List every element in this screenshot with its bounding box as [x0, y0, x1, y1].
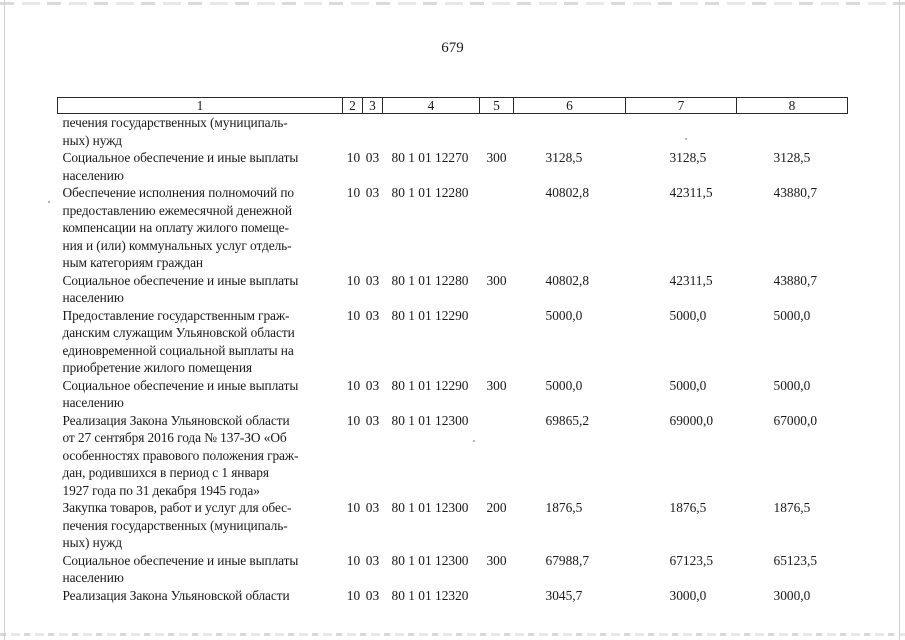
subsection-code: 03	[365, 552, 380, 568]
target-article-code: 80 1 01 12300	[391, 412, 469, 428]
amount-year-1: 5000,0	[545, 377, 583, 393]
column-header: 3	[363, 98, 383, 114]
amount-year-3: 3128,5	[773, 150, 811, 165]
amount-year-3: 67000,0	[773, 412, 818, 428]
amount-year-3: 5000,0	[773, 307, 811, 323]
scan-edge-left	[4, 0, 5, 640]
column-header: 8	[737, 98, 848, 114]
section-code: 10	[346, 377, 361, 393]
row-name: Реализация Закона Ульяновской области	[62, 587, 290, 603]
table-header-row	[58, 98, 848, 114]
expense-type-code	[480, 184, 514, 272]
target-article-code: 80 1 01 12300	[391, 500, 469, 515]
row-name: Обеспечение исполнения полномочий по предоставлению ежемесячной денежной компенсации на оплату жилого помеще- ния и (или) коммунальных услуг отдель- ным категориям граждан	[62, 185, 295, 270]
subsection-code: 03	[365, 272, 380, 288]
section-code: 10	[346, 272, 361, 288]
row-name: печения государственных (муниципаль- ных) нужд	[62, 115, 288, 148]
target-article-code: 80 1 01 12290	[391, 307, 469, 323]
expense-type-code	[480, 412, 514, 500]
subsection-code: 03	[365, 185, 380, 200]
expense-type-code: 300	[486, 552, 507, 568]
amount-year-3: 43880,7	[773, 185, 818, 200]
table-row	[58, 552, 848, 587]
subsection-code: 03	[365, 150, 380, 165]
section-code: 10	[346, 307, 361, 323]
table-row	[58, 149, 848, 184]
target-article-code: 80 1 01 12270	[391, 150, 469, 165]
amount-year-2: 42311,5	[669, 272, 713, 288]
amount-year-2: 5000,0	[669, 307, 707, 323]
amount-year-1: 67988,7	[545, 552, 590, 568]
column-header: 1	[58, 98, 343, 114]
amount-year-2	[626, 114, 737, 150]
scan-edge-bottom	[0, 633, 905, 636]
amount-year-1: 69865,2	[545, 412, 590, 428]
expense-type-code: 200	[486, 500, 507, 515]
amount-year-1: 40802,8	[545, 185, 590, 200]
section-code: 10	[346, 552, 361, 568]
row-name: Реализация Закона Ульяновской области от 27 сентября 2016 года № 137-ЗО «Об особенностях правового положения граж- дан, родившихся в период с 1 января 1927 года по 31 декабря 1945 года»	[62, 412, 299, 498]
table-body	[58, 114, 848, 605]
amount-year-3: 5000,0	[773, 377, 811, 393]
target-article-code: 80 1 01 12320	[391, 587, 469, 603]
column-header: 7	[626, 98, 737, 114]
scan-speck	[48, 201, 50, 203]
target-article-code: 80 1 01 12290	[391, 377, 469, 393]
amount-year-2: 42311,5	[669, 185, 713, 200]
amount-year-1: 5000,0	[545, 307, 583, 323]
expense-type-code	[480, 587, 514, 605]
target-article-code: 80 1 01 12300	[391, 552, 469, 568]
row-name: Социальное обеспечение и иные выплаты населению	[62, 377, 299, 410]
subsection-code: 03	[365, 587, 380, 603]
column-header: 2	[343, 98, 363, 114]
amount-year-2: 1876,5	[669, 500, 707, 515]
table-row	[58, 587, 848, 605]
table-row	[58, 272, 848, 307]
section-code: 10	[346, 500, 361, 515]
amount-year-1: 1876,5	[545, 500, 583, 515]
section-code: 10	[346, 150, 361, 165]
expense-type-code	[480, 307, 514, 377]
section-code: 10	[346, 587, 361, 603]
amount-year-1: 3045,7	[545, 587, 583, 603]
table-row	[58, 184, 848, 272]
expense-type-code	[480, 114, 514, 150]
amount-year-1: 40802,8	[545, 272, 590, 288]
amount-year-3: 43880,7	[773, 272, 818, 288]
column-header: 5	[480, 98, 514, 114]
budget-table	[57, 97, 848, 604]
table-row	[58, 499, 848, 552]
scan-edge-top	[0, 2, 905, 5]
amount-year-3: 65123,5	[773, 552, 818, 568]
column-header: 6	[514, 98, 626, 114]
target-article-code	[383, 114, 480, 150]
scan-edge-right	[899, 0, 900, 640]
section-code	[343, 114, 363, 150]
target-article-code: 80 1 01 12280	[391, 272, 469, 288]
subsection-code	[363, 114, 383, 150]
amount-year-2: 3128,5	[669, 150, 707, 165]
table-row	[58, 377, 848, 412]
amount-year-3	[737, 114, 848, 150]
amount-year-2: 3000,0	[669, 587, 707, 603]
row-name: Социальное обеспечение и иные выплаты населению	[62, 150, 299, 183]
amount-year-3: 1876,5	[773, 500, 811, 515]
subsection-code: 03	[365, 412, 380, 428]
amount-year-2: 69000,0	[669, 412, 714, 428]
row-name: Социальное обеспечение и иные выплаты населению	[62, 552, 299, 585]
subsection-code: 03	[365, 307, 380, 323]
section-code: 10	[346, 412, 361, 428]
amount-year-1	[514, 114, 626, 150]
row-name: Социальное обеспечение и иные выплаты населению	[62, 272, 299, 305]
column-header: 4	[383, 98, 480, 114]
page-number: 679	[441, 40, 464, 56]
amount-year-2: 67123,5	[669, 552, 714, 568]
expense-type-code: 300	[486, 272, 507, 288]
amount-year-1: 3128,5	[545, 150, 583, 165]
target-article-code: 80 1 01 12280	[391, 185, 469, 200]
expense-type-code: 300	[486, 150, 507, 165]
section-code: 10	[346, 185, 361, 200]
table-row	[58, 307, 848, 377]
subsection-code: 03	[365, 500, 380, 515]
table-row	[58, 114, 848, 150]
row-name: Предоставление государственным граж- данским служащим Ульяновской области единовременной социальной выплаты на приобретение жилого помещения	[62, 307, 295, 375]
subsection-code: 03	[365, 377, 380, 393]
table-row	[58, 412, 848, 500]
amount-year-2: 5000,0	[669, 377, 707, 393]
row-name: Закупка товаров, работ и услуг для обес- печения государственных (муниципаль- ных) нужд	[62, 500, 292, 550]
amount-year-3: 3000,0	[773, 587, 811, 603]
expense-type-code: 300	[486, 377, 507, 393]
